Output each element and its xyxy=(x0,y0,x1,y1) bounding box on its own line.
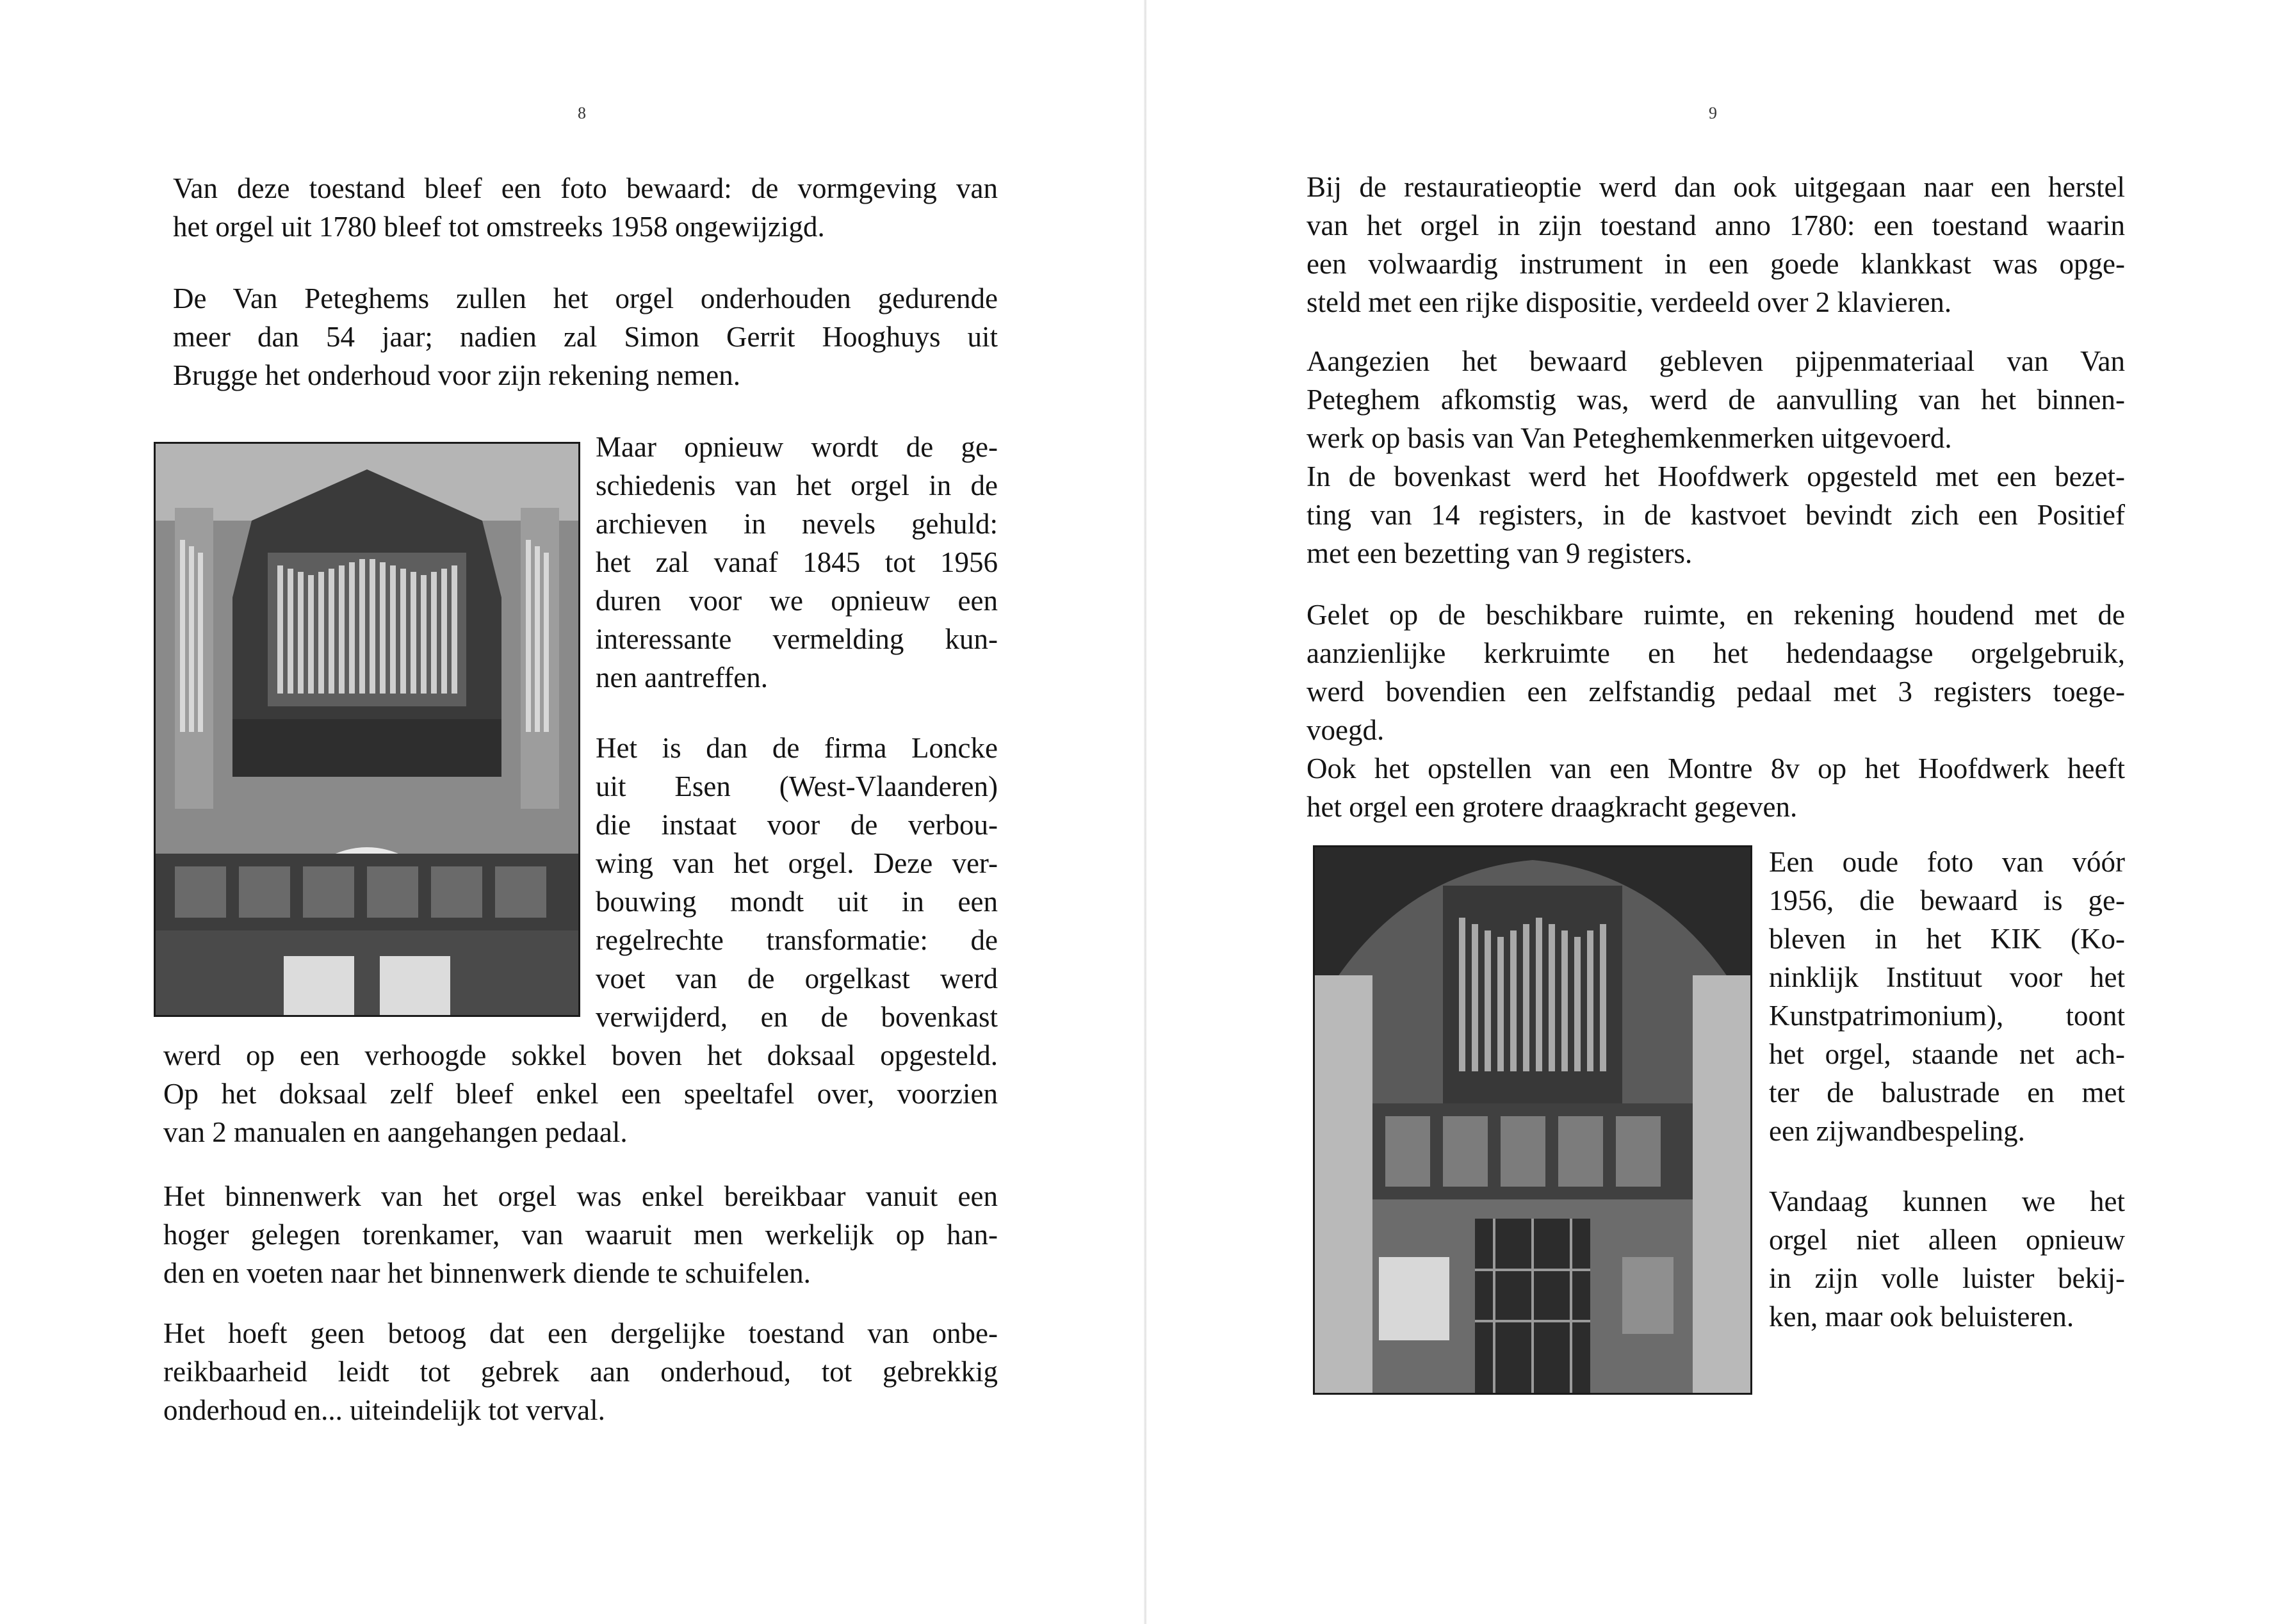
text-line: verwijderd, en de bovenkast xyxy=(596,1001,998,1033)
text-line: ting van 14 registers, in de kastvoet bevindt zich een Positief xyxy=(1307,499,2125,531)
text-line: het zal vanaf 1845 tot 1956 xyxy=(596,546,998,578)
text-line: werd bovendien een zelfstandig pedaal met 3 registers toege- xyxy=(1307,676,2125,708)
paragraph xyxy=(1769,1182,2125,1336)
text-line: archieven in nevels gehuld: xyxy=(596,508,998,540)
text-line: schiedenis van het orgel in de xyxy=(596,469,998,501)
text-line: Kunstpatrimonium), toont xyxy=(1769,1000,2125,1032)
text-line: met een bezetting van 9 registers. xyxy=(1307,537,1693,569)
organ-photo xyxy=(1313,845,1752,1395)
text-line: interessante vermelding kun- xyxy=(596,623,998,655)
text-line: In de bovenkast werd het Hoofdwerk opgesteld met een bezet- xyxy=(1307,460,2125,492)
paragraph xyxy=(163,1036,998,1151)
text-line: een volwaardig instrument in een goede klankkast was opge- xyxy=(1307,248,2125,280)
text-line: Aangezien het bewaard gebleven pijpenmateriaal van Van xyxy=(1307,345,2125,377)
paragraph xyxy=(173,169,998,246)
text-line: Peteghem afkomstig was, werd de aanvulling van het binnen- xyxy=(1307,384,2125,416)
organ-illustration xyxy=(1315,847,1750,1393)
text-line: aanzienlijke kerkruimte en het hedendaagse orgelgebruik, xyxy=(1307,637,2125,669)
text-line: steld met een rijke dispositie, verdeeld over 2 klavieren. xyxy=(1307,286,1952,318)
text-line: bleven in het KIK (Ko- xyxy=(1769,923,2125,955)
text-line: van het orgel in zijn toestand anno 1780: een toestand waarin xyxy=(1307,209,2125,241)
text-line: Het hoeft geen betoog dat een dergelijke toestand van onbe- xyxy=(163,1317,998,1349)
text-line: Bij de restauratieoptie werd dan ook uitgegaan naar een herstel xyxy=(1307,171,2125,203)
text-line: Het is dan de firma Loncke xyxy=(596,732,998,764)
text-line: Vandaag kunnen we het xyxy=(1769,1185,2125,1217)
paragraph xyxy=(1769,843,2125,1150)
text-line: die instaat voor de verbou- xyxy=(596,809,998,841)
text-line: van 2 manualen en aangehangen pedaal. xyxy=(163,1116,628,1148)
text-line: Van deze toestand bleef een foto bewaard: de vormgeving van xyxy=(173,172,998,204)
text-line: nen aantreffen. xyxy=(596,662,769,694)
text-line: het orgel een grotere draagkracht gegeven. xyxy=(1307,791,1798,823)
text-line: Gelet op de beschikbare ruimte, en rekening houdend met de xyxy=(1307,599,2125,631)
text-line: werd op een verhoogde sokkel boven het doksaal opgesteld. xyxy=(163,1039,998,1071)
text-line: Het binnenwerk van het orgel was enkel bereikbaar vanuit een xyxy=(163,1180,998,1212)
text-line: uit Esen (West-Vlaanderen) xyxy=(596,770,998,802)
organ-illustration xyxy=(156,444,578,1015)
text-line: bouwing mondt uit in een xyxy=(596,886,998,918)
paragraph xyxy=(1307,342,2125,572)
text-line: een zijwandbespeling. xyxy=(1769,1115,2025,1147)
text-line: meer dan 54 jaar; nadien zal Simon Gerrit Hooghuys uit xyxy=(173,321,998,353)
text-line: het orgel, staande net ach- xyxy=(1769,1038,2125,1070)
text-line: voegd. xyxy=(1307,714,1385,746)
text-line: Ook het opstellen van een Montre 8v op het Hoofdwerk heeft xyxy=(1307,752,2125,784)
right-page xyxy=(1146,0,2280,1624)
text-line: Op het doksaal zelf bleef enkel een speeltafel over, voorzien xyxy=(163,1078,998,1110)
paragraph xyxy=(1307,168,2125,321)
text-line: voet van de orgelkast werd xyxy=(596,962,998,995)
text-line: reikbaarheid leidt tot gebrek aan onderhoud, tot gebrekkig xyxy=(163,1356,998,1388)
page-number: 9 xyxy=(1709,104,1717,122)
text-line: orgel niet alleen opnieuw xyxy=(1769,1224,2125,1256)
paragraph xyxy=(596,428,998,697)
text-line: De Van Peteghems zullen het orgel onderhouden gedurende xyxy=(173,282,998,314)
paragraph xyxy=(163,1314,998,1429)
text-line: Een oude foto van vóór xyxy=(1769,846,2125,878)
text-line: duren voor we opnieuw een xyxy=(596,585,998,617)
text-line: het orgel uit 1780 bleef tot omstreeks 1958 ongewijzigd. xyxy=(173,211,825,243)
text-line: ninklijk Instituut voor het xyxy=(1769,961,2125,993)
text-line: ter de balustrade en met xyxy=(1769,1076,2125,1108)
paragraph xyxy=(163,1177,998,1292)
text-line: in zijn volle luister bekij- xyxy=(1769,1262,2125,1294)
text-line: Maar opnieuw wordt de ge- xyxy=(596,431,998,463)
text-line: 1956, die bewaard is ge- xyxy=(1769,884,2125,916)
text-line: ken, maar ook beluisteren. xyxy=(1769,1301,2074,1333)
text-line: wing van het orgel. Deze ver- xyxy=(596,847,998,879)
text-line: den en voeten naar het binnenwerk diende te schuifelen. xyxy=(163,1257,811,1289)
page-number: 8 xyxy=(578,104,586,122)
organ-photo xyxy=(154,442,580,1017)
text-line: werk op basis van Van Peteghemkenmerken uitgevoerd. xyxy=(1307,422,1952,454)
text-line: hoger gelegen torenkamer, van waaruit men werkelijk op han- xyxy=(163,1219,998,1251)
paragraph xyxy=(1307,596,2125,826)
text-line: Brugge het onderhoud voor zijn rekening nemen. xyxy=(173,359,741,391)
text-line: regelrechte transformatie: de xyxy=(596,924,998,956)
paragraph xyxy=(596,729,998,1036)
paragraph xyxy=(173,279,998,394)
text-line: onderhoud en... uiteindelijk tot verval. xyxy=(163,1394,605,1426)
